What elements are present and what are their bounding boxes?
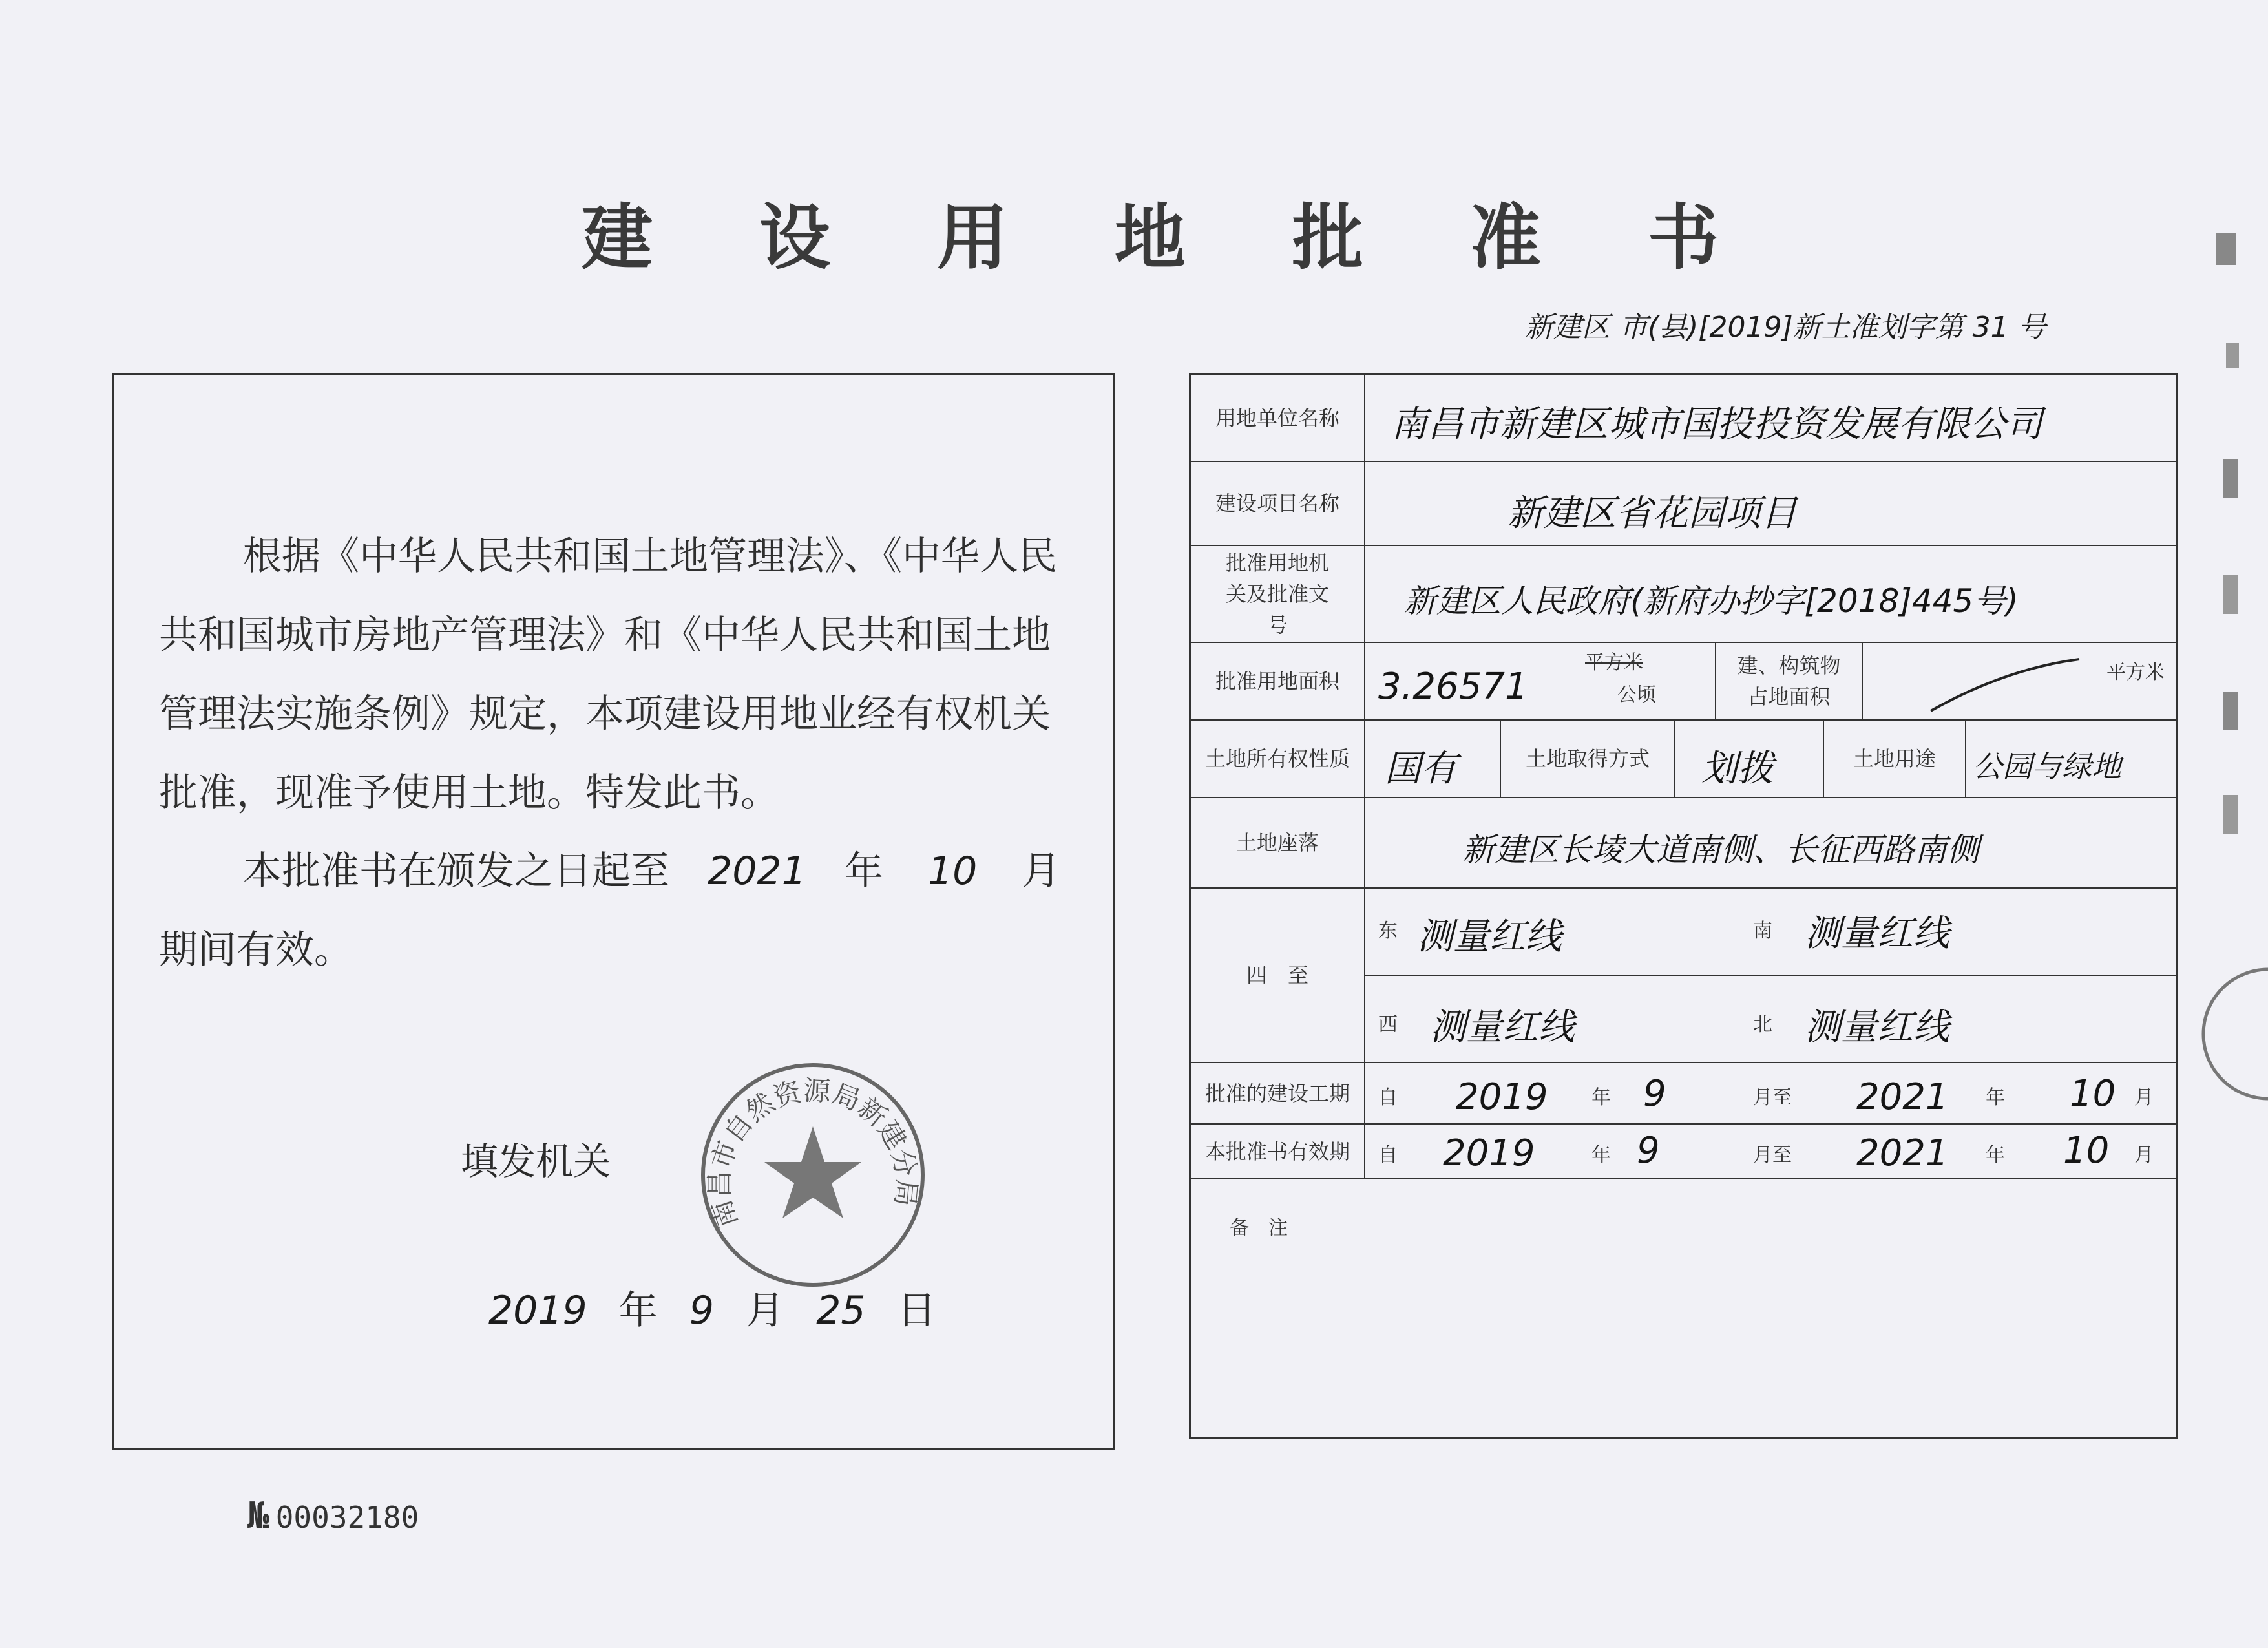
to-label: 月至 bbox=[1753, 1144, 1792, 1167]
building-area-cell bbox=[1863, 643, 2178, 721]
year-label: 年 bbox=[1591, 1144, 1611, 1167]
building-area-label: 建、构筑物占地面积 bbox=[1716, 643, 1863, 721]
month-label: 月 bbox=[746, 1288, 785, 1333]
location-label: 土地座落 bbox=[1191, 798, 1365, 889]
blank-strike-icon bbox=[1927, 656, 2083, 714]
use-cell bbox=[1966, 721, 2178, 798]
project-value: 新建区省花园项目 bbox=[1507, 492, 1797, 534]
official-seal-icon bbox=[693, 1055, 932, 1294]
title-char: 建 bbox=[582, 196, 653, 279]
validity-year: 2021 bbox=[708, 849, 806, 894]
validity-line bbox=[243, 840, 1060, 896]
remarks-cell bbox=[1191, 1179, 2178, 1439]
adjacent-page-edge-icon bbox=[2190, 213, 2268, 1506]
period-end-month: 10 bbox=[2070, 1073, 2116, 1115]
area-unit: 公顷 bbox=[1617, 684, 1656, 706]
approval-value: 新建区人民政府(新府办抄字[2018]445号) bbox=[1404, 582, 2019, 620]
year-label: 年 bbox=[618, 1288, 658, 1333]
month-label: 月 bbox=[2134, 1144, 2154, 1167]
unit-value: 南昌市新建区城市国投投资发展有限公司 bbox=[1391, 403, 2042, 445]
east-label: 东 bbox=[1378, 920, 1398, 942]
east-value: 测量红线 bbox=[1417, 916, 1562, 958]
period-cell bbox=[1365, 1063, 2178, 1125]
year-label: 年 bbox=[1986, 1144, 2005, 1167]
acquisition-cell bbox=[1675, 721, 1824, 798]
valid-end-year: 2021 bbox=[1856, 1132, 1949, 1174]
document-title bbox=[582, 181, 1719, 283]
month-label: 月 bbox=[1022, 849, 1061, 894]
west-label: 西 bbox=[1378, 1013, 1398, 1036]
validity-prefix: 本批准书在颁发之日起至 bbox=[243, 849, 669, 894]
boundary-label: 四 至 bbox=[1191, 889, 1365, 1063]
south-value: 测量红线 bbox=[1805, 913, 1949, 955]
issue-year: 2019 bbox=[488, 1288, 587, 1333]
validity-suffix: 期间有效。 bbox=[159, 927, 353, 973]
unit-label: 用地单位名称 bbox=[1191, 375, 1365, 462]
month-label: 月 bbox=[2134, 1086, 2154, 1109]
west-value: 测量红线 bbox=[1430, 1006, 1575, 1048]
title-char: 地 bbox=[1115, 196, 1186, 279]
project-label: 建设项目名称 bbox=[1191, 462, 1365, 546]
period-end-year: 2021 bbox=[1856, 1076, 1949, 1118]
ownership-value: 国有 bbox=[1385, 748, 1457, 790]
approval-label: 批准用地机关及批准文号 bbox=[1191, 546, 1365, 643]
title-char: 书 bbox=[1648, 196, 1719, 279]
ownership-cell bbox=[1365, 721, 1501, 798]
period-start-month: 9 bbox=[1643, 1073, 1666, 1115]
validity-month: 10 bbox=[927, 849, 978, 894]
title-char: 准 bbox=[1470, 196, 1541, 279]
location-cell bbox=[1365, 798, 2178, 889]
day-label: 日 bbox=[897, 1288, 936, 1333]
location-value: 新建区长堎大道南侧、长征西路南侧 bbox=[1462, 831, 1979, 869]
issue-month: 9 bbox=[689, 1288, 715, 1333]
title-char: 批 bbox=[1292, 196, 1363, 279]
valid-start-month: 9 bbox=[1637, 1130, 1660, 1172]
serial-prefix: № bbox=[247, 1495, 269, 1537]
use-label: 土地用途 bbox=[1824, 721, 1966, 798]
serial-value: 00032180 bbox=[275, 1500, 419, 1535]
project-cell bbox=[1365, 462, 2178, 546]
south-label: 南 bbox=[1753, 920, 1772, 942]
unit-cell bbox=[1365, 375, 2178, 462]
body-text: 根据《中华人民共和国土地管理法》、《中华人民共和国城市房地产管理法》和《中华人民共和国土地管理法实施条例》规定，本项建设用地业经有权机关批准，现准予使用土地。特发此书。 bbox=[159, 534, 1057, 816]
valid-start-year: 2019 bbox=[1443, 1132, 1535, 1174]
approval-cell bbox=[1365, 546, 2178, 643]
to-label: 月至 bbox=[1753, 1086, 1792, 1109]
ownership-label: 土地所有权性质 bbox=[1191, 721, 1365, 798]
valid-end-month: 10 bbox=[2063, 1130, 2110, 1172]
boundary-row-2 bbox=[1365, 976, 2178, 1063]
year-label: 年 bbox=[1986, 1086, 2005, 1109]
validity-label: 本批准书有效期 bbox=[1191, 1125, 1365, 1179]
issue-day: 25 bbox=[816, 1288, 866, 1333]
area-label: 批准用地面积 bbox=[1191, 643, 1365, 721]
period-label: 批准的建设工期 bbox=[1191, 1063, 1365, 1125]
year-label: 年 bbox=[844, 849, 883, 894]
title-char: 用 bbox=[937, 196, 1008, 279]
certificate-text-panel bbox=[112, 373, 1115, 1450]
issuer-label: 填发机关 bbox=[461, 1139, 611, 1183]
acquisition-label: 土地取得方式 bbox=[1501, 721, 1675, 798]
from-label: 自 bbox=[1378, 1144, 1398, 1167]
title-char: 设 bbox=[759, 196, 830, 279]
boundary-row-1 bbox=[1365, 889, 2178, 976]
seal-text: 南昌市自然资源局新建分局 bbox=[703, 1074, 923, 1232]
land-details-table bbox=[1189, 373, 2178, 1439]
document-number: 新建区 市(县)[2019]新土准划字第 31 号 bbox=[1525, 311, 2046, 344]
area-cell bbox=[1365, 643, 1716, 721]
building-area-unit: 平方米 bbox=[2106, 661, 2165, 684]
acquisition-value: 划拨 bbox=[1701, 748, 1774, 790]
remarks-label: 备 注 bbox=[1230, 1217, 1288, 1240]
area-value: 3.26571 bbox=[1378, 666, 1528, 708]
use-value: 公园与绿地 bbox=[1973, 749, 2121, 784]
serial-number bbox=[247, 1495, 419, 1537]
area-unit-struck: 平方米 bbox=[1585, 651, 1643, 674]
validity-cell bbox=[1365, 1125, 2178, 1179]
legal-basis-paragraph bbox=[159, 517, 1083, 832]
period-start-year: 2019 bbox=[1456, 1076, 1548, 1118]
from-label: 自 bbox=[1378, 1086, 1398, 1109]
year-label: 年 bbox=[1591, 1086, 1611, 1109]
north-value: 测量红线 bbox=[1805, 1006, 1949, 1048]
north-label: 北 bbox=[1753, 1013, 1772, 1036]
